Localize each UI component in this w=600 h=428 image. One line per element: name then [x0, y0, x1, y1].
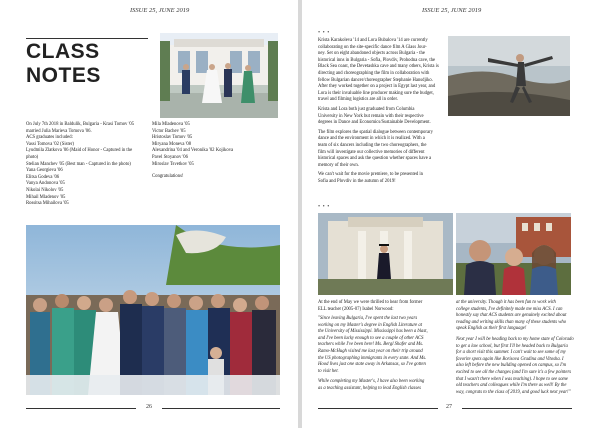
footer-rule-left — [318, 408, 438, 409]
footer-rule-right — [162, 408, 280, 409]
wedding-announcement: On July 7th 2018 in Baldulik, Bulgaria - Krasi Tomov '05 married Julia Marieva Tomova '06. ACS graduates included: Vassi Tomova '02 (Sister) Lyudmila Zlatkova '06 (Maid of Honor - Captured in the photo) Stelian Manchev '05 (Best man - Captured in the photo) Yana Georgieva '06 Elitsa Godeva '06 Vanya Andonova '05 Nikolai Nikolov '05 Mihail Mladenov '05 Rossitsa Mihailova '05 — [26, 122, 135, 207]
right-page — [302, 0, 600, 428]
issue-header: ISSUE 25, JUNE 2019 — [130, 7, 190, 14]
section-divider-mid: • • • — [318, 204, 330, 210]
wedding-group-photo — [26, 225, 280, 395]
page-title: CLASS NOTES — [26, 40, 101, 87]
graduation-photo — [318, 213, 453, 295]
teacher-quote-right: at the university. Though it has been fun to work with college students, I've definitely made me miss ACS. I can honestly say that ACS students are genuinely excited about reading and writing skills than many of these students who speak English as their first language! Next year I will be heading back to my home state of Colorado to get a law school, but first I'll be headed back to Bulgaria for a short visit this summer. I can't wait to see some of my favorite spots again like Borisova Gradina and Vitosha. I also left before the new building opened on campus, so I'm excited to see all the changes (and I'm sure it's a few pointers that I wasn't there when I was teaching). I hope to see some old teachers and colleagues while I'm there as well! By the way, congrats to the class of 2019, and good luck next year!" — [456, 300, 574, 395]
issue-header: ISSUE 25, JUNE 2019 — [422, 7, 482, 14]
dance-film-article: Krista Karakoleva '14 and Lora Bubalova '14 are currently collaborating on the site-specific dance film A Glass Jour- ney. Set on eight abandoned objects across Bulgaria - the historical inns in Bulgaria - Sofia, Plovdiv, Prohodna cave, the Black Sea coast, the Devetashka cave and many others, Krista is directing and choreographing the film in collaboration with fellow Bulgarian dancer/choreographer Stephanie Hansdjiko. After they worked together on a project in Egypt last year, and Lora is their invaluable line producer making sure the budget, travel and filming logistics are all in order. Krista and Lora both just graduated from Columbia University in New York but remain with their respective degrees in Dance and Economics/Sustainable Development. The film explores the spatial dialogue between contemporary dance and the environment in which it is realized. With a team of six dancers including the two choreographers, the film will investigate our collective memories of different historical spaces and ask the question whether spaces have a memory of their own. We can't wait for the movie premiere, to be presented in Sofia and Plovdiv in the autumn of 2019! — [318, 38, 439, 184]
guest-list: Mila Mladenova '05 Victor Bachev '05 Hristoslav Tomov '05 Miryana Moneva '08 Alexandrina '04 and Veronika '02 Kojikova Pavel Stoyanov '06 Miroslav Tsvetkov '05 Congratulations! — [152, 122, 234, 180]
footer-rule-right — [462, 408, 572, 409]
family-selfie-photo — [456, 213, 571, 295]
teacher-update-intro: At the end of May we were thrilled to hear from former ELL teacher (2005-07) Isabel Norwood: — [318, 300, 423, 312]
left-page — [0, 0, 298, 428]
dancer-photo — [448, 36, 570, 116]
footer-rule-left — [26, 408, 136, 409]
title-rule — [26, 38, 148, 39]
wedding-couple-photo — [160, 33, 278, 118]
section-divider-top: • • • — [318, 30, 330, 36]
page-number: 27 — [446, 404, 452, 410]
page-number: 26 — [146, 404, 152, 410]
teacher-quote-left: "Since leaving Bulgaria, I've spent the last two years working on my Master's degree in English Literature at the University of Mississippi. Mississippi has been a blast, and I've been lucky enough to see a couple of other ACS teachers while I've been here! Ms. Bergl Shafer and Ms. Ramo-McHugh visited me last year on their trip around the US photographing immigrants in every state. And Ms. Hood lives just one state away in Arkansas, so I've gotten to visit her. While completing my Master's, I have also been working as a teaching assistant, helping to lead English classes — [318, 316, 428, 391]
